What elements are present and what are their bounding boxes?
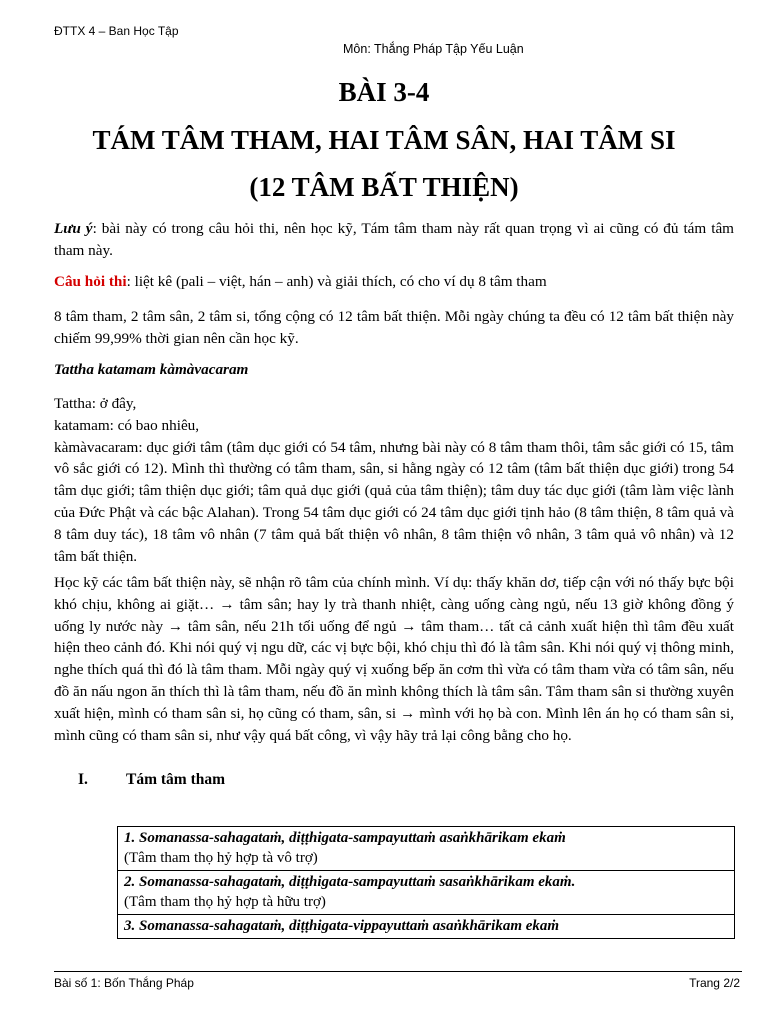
study-paragraph: Học kỹ các tâm bất thiện này, sẽ nhận rõ tâm của chính mình. Ví dụ: thấy khăn dơ, tiếp cận với nó thấy bực bội khó chịu, không ai giặt… → tâm sân; hay ly trà thanh nhiệt, càng uống càng ngủ, nếu 13 giờ không đồng ý uống ly nước này → tâm sân, nếu 21h tối uống để ngủ → tâm tham… tất cả cảnh xuất hiện thì tâm đều xuất hiện theo cảnh đó. Khi nói quý vị ngu dữ, các vị bực bội, khó chịu thì đó là tâm sân. Khi nói quý vị thông minh, nghe thích quá thì đó là tâm tham. Mỗi ngày quý vị xuống bếp ăn cơm thì vừa có tâm tham vừa có tâm sân, nếu đồ ăn nấu ngon ăn thích thì là tâm tham, nếu đồ ăn mình không thích là tâm sân. Tâm tham sân si thường xuyên xuất hiện, mình có tham sân si, họ cũng có tham, sân, si → mình với họ bà con. Mình lên án họ có tham sân si, mình cũng có tham sân si, như vậy quá bất công, vì vậy hãy trả lại công bằng cho họ. (54, 574, 734, 744)
item-pali: 3. Somanassa-sahagataṁ, diṭṭhigata-vippayuttaṁ asaṅkhārikam ekaṁ (124, 918, 560, 934)
greed-consciousness-table (117, 826, 735, 939)
definition-katamam: katamam: có bao nhiêu, (54, 416, 200, 434)
definition-kamavacaram: kàmàvacaram: dục giới tâm (tâm dục giới có 54 tâm, nhưng bài này có 8 tâm tham thôi, tâm sắc giới có 15, tâm vô sắc giới có 12). Mình thì thường có tâm tham, sân, si hằng ngày có 12 tâm (tâm bất thiện dục giới) trong 54 tâm dục giới; tâm thiện dục giới; tâm quả dục giới (quả của tâm thiện); tâm duy tác dục giới (tâm làm việc lành của Đức Phật và các bậc Alahan). Trong 54 tâm dục giới có 24 tâm dục giới tịnh hảo (8 tâm thiện, 8 tâm quả và 8 tâm duy tác), 18 tâm vô nhân (7 tâm quả bất thiện vô nhân, 8 tâm thiện vô nhân, 3 tâm quả vô nhân) và 12 tâm bất thiện. (54, 438, 734, 565)
note-label: Lưu ý (54, 220, 93, 237)
definition-tattha: Tattha: ở đây, (54, 395, 137, 412)
question-paragraph (54, 271, 734, 293)
question-label: Câu hỏi thi (54, 273, 127, 290)
page-number: Trang 2/2 (689, 976, 740, 990)
table-cell (118, 871, 735, 915)
question-text: : liệt kê (pali – việt, hán – anh) và giải thích, có cho ví dụ 8 tâm tham (126, 273, 547, 290)
item-pali: 1. Somanassa-sahagataṁ, diṭṭhigata-sampayuttaṁ asaṅkhārikam ekaṁ (124, 830, 566, 846)
note-text: : bài này có trong câu hỏi thi, nên học kỹ, Tám tâm tham này rất quan trọng vì ai cũng có đủ tám tâm tham này. (54, 220, 734, 259)
footer-left: Bài số 1: Bốn Thắng Pháp (54, 976, 194, 990)
table-cell (118, 915, 735, 939)
item-vietnamese: (Tâm tham thọ hỷ hợp tà hữu trợ) (124, 894, 326, 910)
lesson-number: BÀI 3-4 (338, 77, 430, 107)
lesson-subtitle: (12 TÂM BẤT THIỆN) (249, 172, 519, 202)
intro-paragraph: 8 tâm tham, 2 tâm sân, 2 tâm si, tổng cộng có 12 tâm bất thiện. Mỗi ngày chúng ta đều có 12 tâm bất thiện này chiếm 99,99% thời gian nên cần học kỹ. (54, 308, 734, 347)
pali-heading: Tattha katamam kàmàvacaram (54, 361, 249, 378)
section-title: Tám tâm tham (126, 771, 226, 788)
header-right: Môn: Thắng Pháp Tập Yếu Luận (343, 42, 524, 56)
header-left: ĐTTX 4 – Ban Học Tập (54, 24, 179, 38)
lesson-title: TÁM TÂM THAM, HAI TÂM SÂN, HAI TÂM SI (92, 125, 676, 155)
section-number: I. (78, 771, 88, 788)
table-row (118, 915, 735, 939)
item-vietnamese: (Tâm tham thọ hỷ hợp tà vô trợ) (124, 850, 318, 866)
note-paragraph (54, 218, 734, 262)
table-cell (118, 827, 735, 871)
item-pali: 2. Somanassa-sahagataṁ, diṭṭhigata-sampayuttaṁ sasaṅkhārikam ekaṁ. (124, 874, 576, 890)
section-heading (78, 771, 225, 789)
table-row (118, 827, 735, 871)
table-row (118, 871, 735, 915)
footer-divider (54, 971, 742, 972)
definitions-block (54, 393, 734, 567)
